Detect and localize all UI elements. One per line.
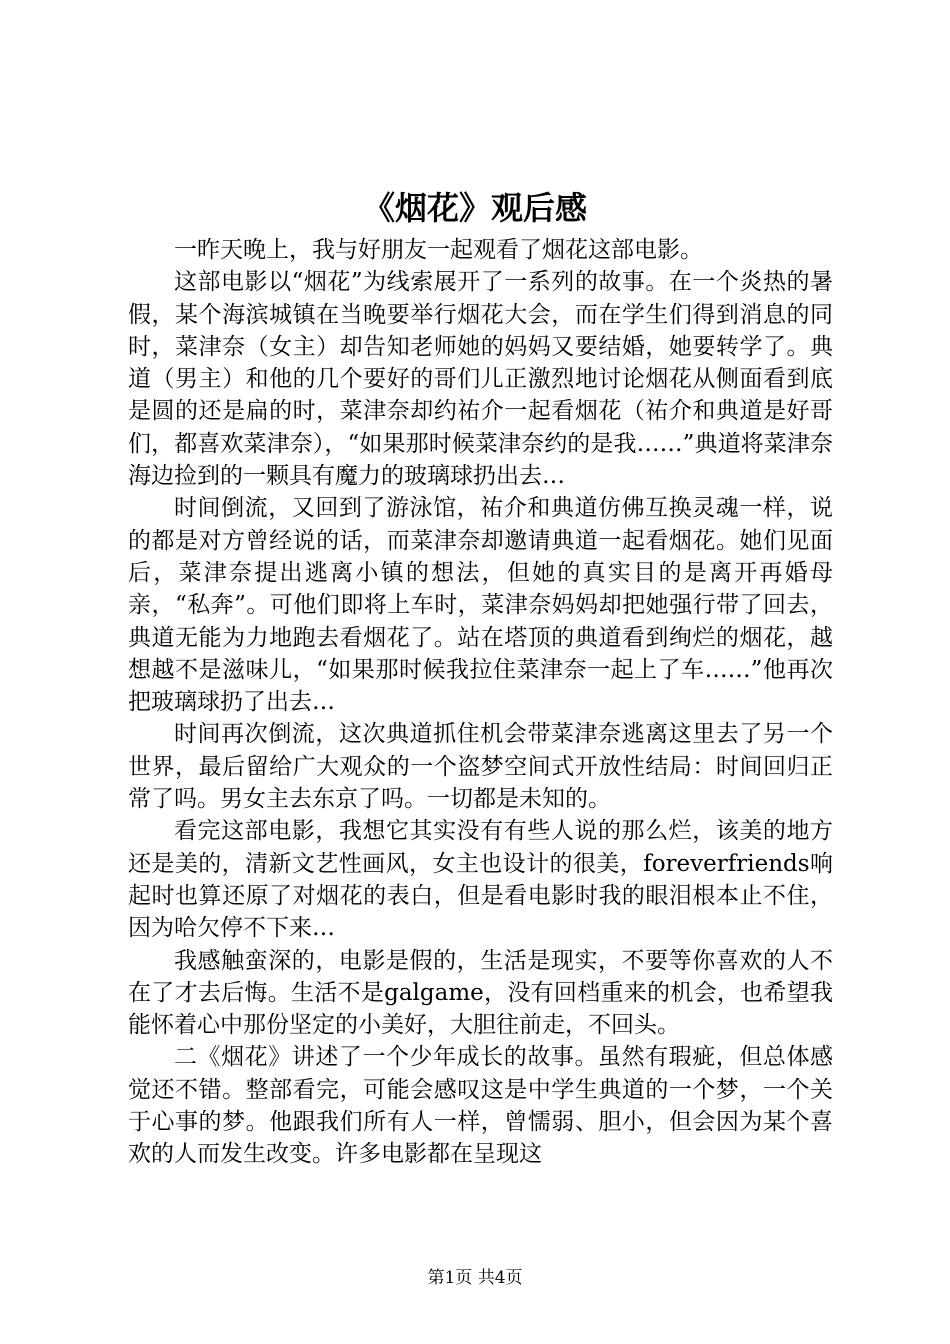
paragraph-5: 看完这部电影，我想它其实没有有些人说的那么烂，该美的地方还是美的，清新文艺性画风，女主也设计的很美，foreverfriends响起时也算还原了对烟花的表白，但是看电影时我的眼泪根本止不住，因为哈欠停不下来…	[128, 818, 833, 942]
page-title: 《烟花》观后感	[362, 189, 587, 227]
page-footer: 第1页 共4页	[427, 1268, 523, 1288]
paragraph-4: 时间再次倒流，这次典道抓住机会带菜津奈逃离这里去了另一个世界，最后留给广大观众的一个盗梦空间式开放性结局：时间回归正常了吗。男女主去东京了吗。一切都是未知的。	[128, 721, 833, 813]
paragraph-6: 我感触蛮深的，电影是假的，生活是现实，不要等你喜欢的人不在了才去后悔。生活不是galgame，没有回档重来的机会，也希望我能怀着心中那份坚定的小美好，大胆往前走，不回头。	[128, 947, 833, 1039]
paragraph-3: 时间倒流，又回到了游泳馆，祐介和典道仿佛互换灵魂一样，说的都是对方曾经说的话，而菜津奈却邀请典道一起看烟花。她们见面后，菜津奈提出逃离小镇的想法，但她的真实目的是离开再婚母亲，“私奔”。可他们即将上车时，菜津奈妈妈却把她强行带了回去，典道无能为力地跑去看烟花了。站在塔顶的典道看到绚烂的烟花，越想越不是滋味儿，“如果那时候我拉住菜津奈一起上了车……”他再次把玻璃球扔了出去…	[128, 495, 833, 716]
paragraph-7: 二《烟花》讲述了一个少年成长的故事。虽然有瑕疵，但总体感觉还不错。整部看完，可能会感叹这是中学生典道的一个梦，一个关于心事的梦。他跟我们所有人一样，曾懦弱、胆小，但会因为某个喜欢的人而发生改变。许多电影都在呈现这	[128, 1044, 833, 1168]
document-body	[128, 234, 833, 1171]
paragraph-1: 一昨天晚上，我与好朋友一起观看了烟花这部电影。	[174, 237, 703, 263]
paragraph-2: 这部电影以“烟花”为线索展开了一系列的故事。在一个炎热的暑假，某个海滨城镇在当晚要举行烟花大会，而在学生们得到消息的同时，菜津奈（女主）却告知老师她的妈妈又要结婚，她要转学了。典道（男主）和他的几个要好的哥们儿正激烈地讨论烟花从侧面看到底是圆的还是扁的时，菜津奈却约祐介一起看烟花（祐介和典道是好哥们，都喜欢菜津奈），“如果那时候菜津奈约的是我……”典道将菜津奈海边捡到的一颗具有魔力的玻璃球扔出去…	[128, 269, 833, 490]
